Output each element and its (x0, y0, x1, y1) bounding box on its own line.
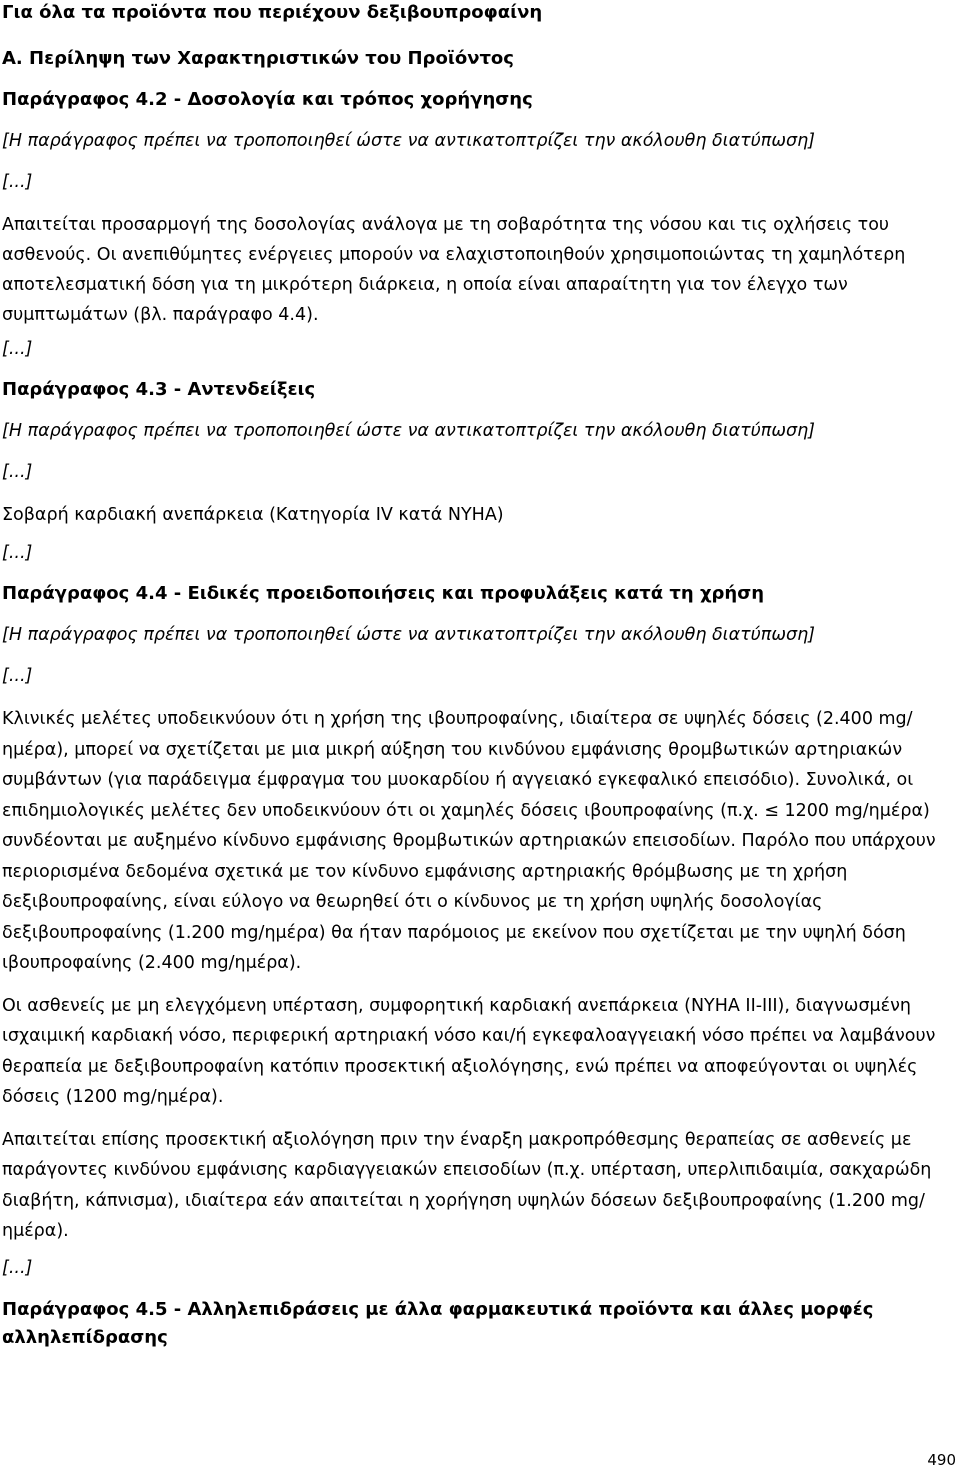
section-a-heading: Α. Περίληψη των Χαρακτηριστικών του Προϊόντος (2, 48, 514, 69)
amendment-note: [Η παράγραφος πρέπει να τροποποιηθεί ώστε να αντικατοπτρίζει την ακόλουθη διατύπωση] (2, 131, 816, 151)
omission-marker: [...] (2, 666, 33, 686)
section-4-2-heading: Παράγραφος 4.2 - Δοσολογία και τρόπος χορήγησης (2, 89, 533, 110)
omission-marker: [...] (2, 543, 33, 563)
page-number: 490 (927, 1451, 956, 1469)
amendment-note: [Η παράγραφος πρέπει να τροποποιηθεί ώστε να αντικατοπτρίζει την ακόλουθη διατύπωση] (2, 625, 816, 645)
omission-marker: [...] (2, 172, 33, 192)
section-4-4-paragraph-1: Κλινικές μελέτες υποδεικνύουν ότι η χρήση της ιβουπροφαίνης, ιδιαίτερα σε υψηλές δόσεις (2.400 mg/ημέρα), μπορεί να σχετίζεται με μια μικρή αύξηση του κινδύνου εμφάνισης θρομβωτικών αρτηριακών συμβάντων (για παράδειγμα έμφραγμα του μυοκαρδίου ή αγγειακό εγκεφαλικό επεισόδιο). Συνολικά, οι επιδημιολογικές μελέτες δεν υποδεικνύουν ότι οι χαμηλές δόσεις ιβουπροφαίνης (π.χ. ≤ 1200 mg/ημέρα) συνδέονται με αυξημένο κίνδυνο εμφάνισης θρομβωτικών αρτηριακών επεισοδίων. Παρόλο που υπάρχουν περιορισμένα δεδομένα σχετικά με τον κίνδυνο εμφάνισης αρτηριακής θρόμβωσης με τη χρήση δεξιβουπροφαίνης, είναι εύλογο να θεωρηθεί ότι ο κίνδυνος με τη χρήση υψηλής δοσολογίας δεξιβουπροφαίνης (1.200 mg/ημέρα) θα ήταν παρόμοιος με εκείνον που σχετίζεται με την υψηλή δόση ιβουπροφαίνης (2.400 mg/ημέρα). (2, 709, 936, 973)
section-4-2-text: Απαιτείται προσαρμογή της δοσολογίας ανάλογα με τη σοβαρότητα της νόσου και τις οχλήσεις του ασθενούς. Οι ανεπιθύμητες ενέργειες μπορούν να ελαχιστοποιηθούν χρησιμοποιώντας τη χαμηλότερη αποτελεσματική δόση για τη μικρότερη διάρκεια, η οποία είναι απαραίτητη για τον έλεγχο των συμπτωμάτων (βλ. παράγραφο 4.4). (2, 215, 906, 325)
section-4-5-heading: Παράγραφος 4.5 - Αλληλεπιδράσεις με άλλα φαρμακευτικά προϊόντα και άλλες μορφές αλληλεπίδρασης (2, 1298, 874, 1348)
section-4-3-heading: Παράγραφος 4.3 - Αντενδείξεις (2, 379, 316, 400)
document-page (2, 0, 952, 1367)
document-title: Για όλα τα προϊόντα που περιέχουν δεξιβουπροφαίνη (2, 2, 543, 23)
omission-marker: [...] (2, 1257, 33, 1278)
omission-marker: [...] (2, 339, 33, 359)
section-4-3-text: Σοβαρή καρδιακή ανεπάρκεια (Κατηγορία IV κατά NYHA) (2, 505, 504, 525)
omission-marker: [...] (2, 462, 33, 482)
amendment-note: [Η παράγραφος πρέπει να τροποποιηθεί ώστε να αντικατοπτρίζει την ακόλουθη διατύπωση] (2, 421, 816, 441)
section-4-4-paragraph-2: Οι ασθενείς με μη ελεγχόμενη υπέρταση, συμφορητική καρδιακή ανεπάρκεια (NYHA II-III), διαγνωσμένη ισχαιμική καρδιακή νόσο, περιφερική αρτηριακή νόσο και/ή εγκεφαλοαγγειακή νόσο πρέπει να λαμβάνουν θεραπεία με δεξιβουπροφαίνη κατόπιν προσεκτική αξιολόγησης, ενώ πρέπει να αποφεύγονται οι υψηλές δόσεις (1200 mg/ημέρα). (2, 995, 936, 1107)
section-4-4-heading: Παράγραφος 4.4 - Ειδικές προειδοποιήσεις και προφυλάξεις κατά τη χρήση (2, 583, 765, 604)
section-4-4-paragraph-3: Απαιτείται επίσης προσεκτική αξιολόγηση πριν την έναρξη μακροπρόθεσμης θεραπείας σε ασθενείς με παράγοντες κινδύνου εμφάνισης καρδιαγγειακών επεισοδίων (π.χ. υπέρταση, υπερλιπιδαιμία, σακχαρώδη διαβήτη, κάπνισμα), ιδιαίτερα εάν απαιτείται η χορήγηση υψηλών δόσεων δεξιβουπροφαίνης (1.200 mg/ημέρα). (2, 1129, 932, 1241)
